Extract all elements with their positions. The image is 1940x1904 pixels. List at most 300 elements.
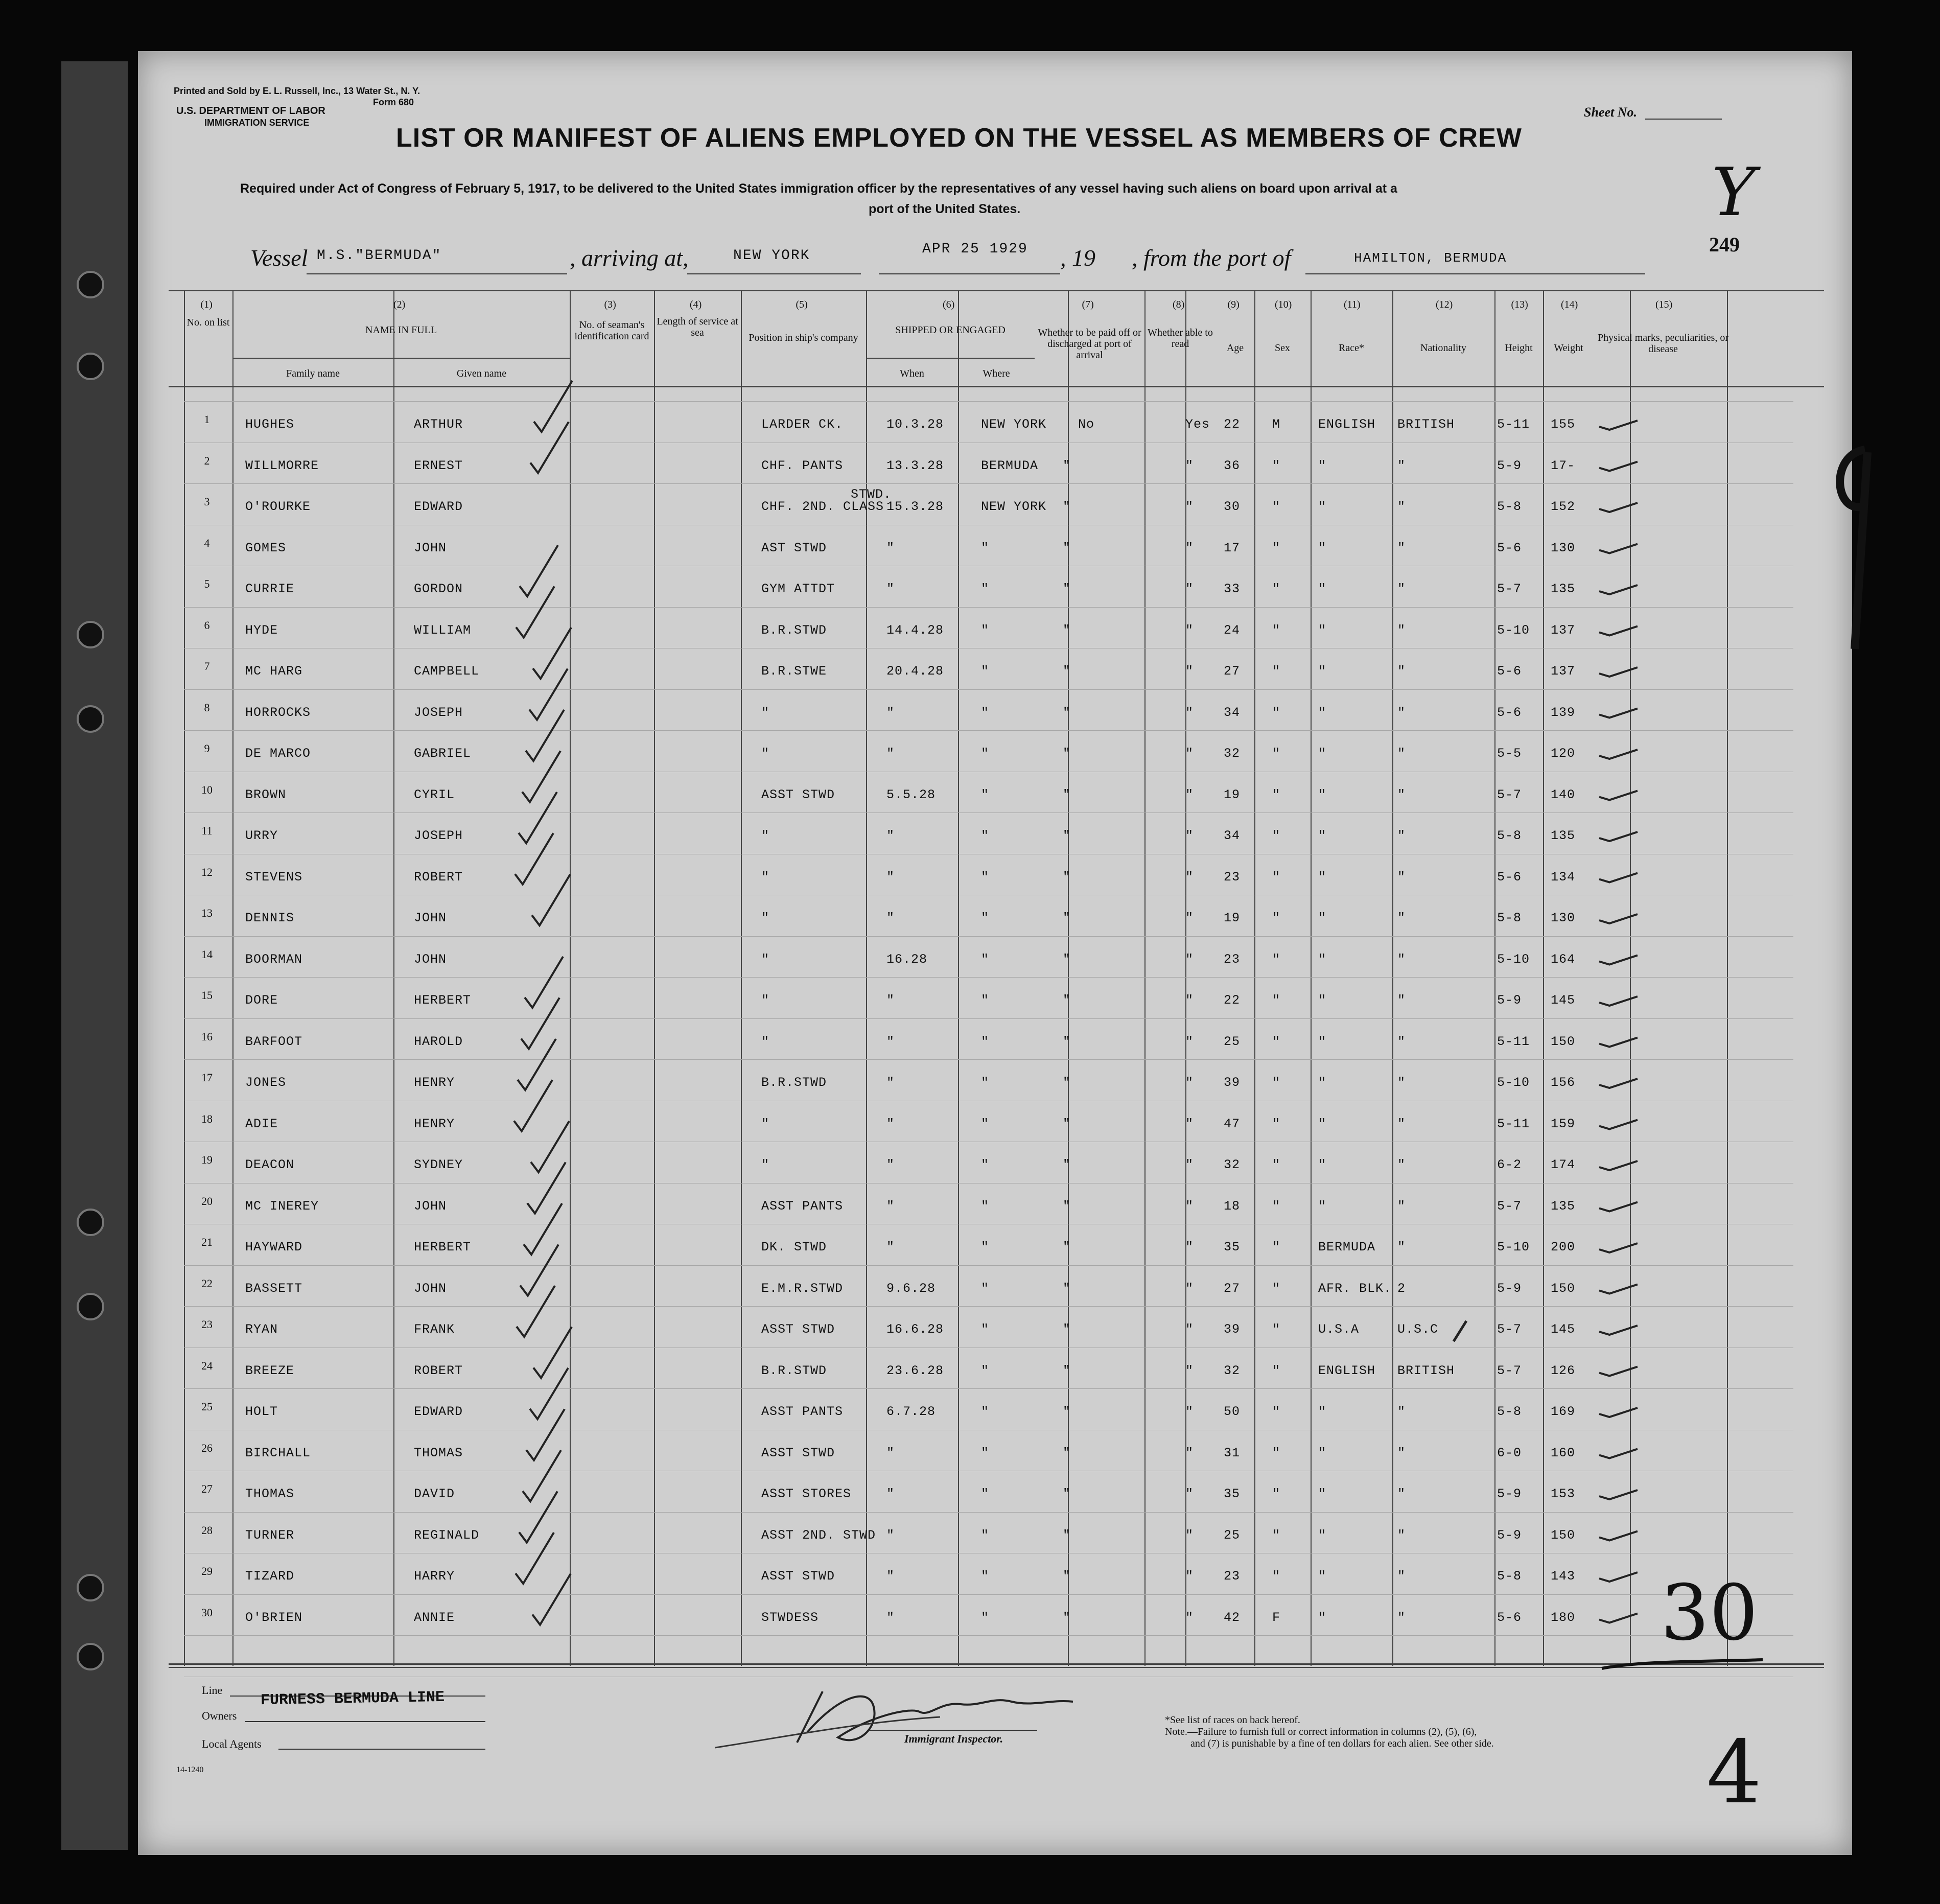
cell-nationality: BRITISH <box>1397 417 1455 432</box>
cell-age: 22 <box>1224 993 1241 1008</box>
cell-race: " <box>1318 1569 1327 1584</box>
cell-nationality: " <box>1397 787 1406 802</box>
cell-weight: 137 <box>1551 664 1576 679</box>
cell-paid: " <box>1063 1487 1071 1501</box>
cell-position: STWDESS <box>761 1610 819 1625</box>
cell-given: FRANK <box>414 1322 455 1337</box>
cell-paid: " <box>1063 787 1071 802</box>
arriving-port: NEW YORK <box>733 248 810 264</box>
cell-race: AFR. BLK. <box>1318 1281 1392 1296</box>
cell-position: GYM ATTDT <box>761 582 835 596</box>
cell-where: " <box>981 1034 990 1049</box>
cell-given: WILLIAM <box>414 622 472 638</box>
cell-family: HORROCKS <box>245 705 311 720</box>
column-header: Position in ship's company <box>749 332 858 343</box>
cell-family: BOORMAN <box>245 951 303 967</box>
cell-sex: " <box>1272 458 1281 473</box>
cell-height: 5-8 <box>1497 1569 1522 1584</box>
cell-when: " <box>886 1157 895 1172</box>
cell-age: 35 <box>1224 1487 1241 1501</box>
cell-race: " <box>1318 1157 1327 1172</box>
column-number: (1) <box>200 299 213 310</box>
column-header: Nationality <box>1420 342 1466 354</box>
cell-height: 6-2 <box>1497 1157 1522 1172</box>
column-number: (10) <box>1275 299 1292 310</box>
cell-nationality: " <box>1397 622 1406 638</box>
row-number: 27 <box>201 1482 213 1495</box>
cell-when: 16.6.28 <box>886 1322 944 1337</box>
cell-when: 6.7.28 <box>886 1404 936 1419</box>
cell-age: 27 <box>1224 664 1241 679</box>
cell-family: GOMES <box>245 540 287 555</box>
cell-read: " <box>1185 540 1194 555</box>
cell-paid: " <box>1063 1281 1071 1296</box>
cell-nationality: " <box>1397 540 1406 555</box>
cell-family: TURNER <box>245 1527 295 1543</box>
cell-nationality: " <box>1397 911 1406 925</box>
column-header: No. on list <box>186 317 230 328</box>
cell-race: " <box>1318 664 1327 679</box>
cell-read: " <box>1185 458 1194 473</box>
cell-where: BERMUDA <box>981 458 1039 473</box>
cell-family: DE MARCO <box>245 746 311 761</box>
cell-position: ASST STORES <box>761 1487 852 1501</box>
cell-position: ASST STWD <box>761 1322 835 1337</box>
inspector-label: Immigrant Inspector. <box>904 1732 1003 1745</box>
cell-height: 5-7 <box>1497 1363 1522 1378</box>
cell-weight: 160 <box>1551 1445 1576 1460</box>
cell-race: " <box>1318 1527 1327 1543</box>
cell-height: 5-10 <box>1497 1240 1530 1255</box>
cell-weight: 120 <box>1551 746 1576 761</box>
column-header: Race* <box>1339 342 1364 354</box>
cell-family: URRY <box>245 828 278 843</box>
row-number: 5 <box>204 577 210 590</box>
cell-age: 18 <box>1224 1198 1241 1214</box>
cell-paid: " <box>1063 1404 1071 1419</box>
cell-weight: 143 <box>1551 1569 1576 1584</box>
agents-underline <box>278 1749 485 1750</box>
cell-paid: " <box>1063 951 1071 967</box>
cell-where: " <box>981 1569 990 1584</box>
row-number: 17 <box>201 1071 213 1084</box>
cell-sex: " <box>1272 1157 1281 1172</box>
cell-weight: 180 <box>1551 1610 1576 1625</box>
cell-family: HAYWARD <box>245 1240 303 1255</box>
cell-sex: M <box>1272 417 1281 432</box>
cell-paid: " <box>1063 1527 1071 1543</box>
cell-weight: 152 <box>1551 499 1576 514</box>
page-title: LIST OR MANIFEST OF ALIENS EMPLOYED ON THE VESSEL AS MEMBERS OF CREW <box>396 123 1522 153</box>
cell-age: 22 <box>1224 417 1241 432</box>
cell-paid: " <box>1063 458 1071 473</box>
cell-paid: " <box>1063 622 1071 638</box>
cell-height: 5-11 <box>1497 1034 1530 1049</box>
cell-race: " <box>1318 1198 1327 1214</box>
cell-nationality: " <box>1397 1157 1406 1172</box>
cell-height: 5-9 <box>1497 458 1522 473</box>
cell-read: " <box>1185 869 1194 885</box>
cell-when: " <box>886 1240 895 1255</box>
cell-family: O'BRIEN <box>245 1610 303 1625</box>
cell-position: ASST 2ND. STWD <box>761 1527 876 1543</box>
arrival-date: APR 25 1929 <box>922 241 1028 257</box>
cell-weight: 137 <box>1551 622 1576 638</box>
cell-sex: " <box>1272 705 1281 720</box>
cell-given: THOMAS <box>414 1445 463 1460</box>
cell-family: MC HARG <box>245 664 303 679</box>
cell-height: 5-10 <box>1497 622 1530 638</box>
cell-age: 33 <box>1224 582 1241 596</box>
cell-nationality: " <box>1397 746 1406 761</box>
cell-race: " <box>1318 705 1327 720</box>
cell-paid: " <box>1063 1610 1071 1625</box>
cell-age: 32 <box>1224 1363 1241 1378</box>
cell-when: 5.5.28 <box>886 787 936 802</box>
cell-when: 23.6.28 <box>886 1363 944 1378</box>
cell-given: JOHN <box>414 951 447 967</box>
cell-weight: 150 <box>1551 1281 1576 1296</box>
cell-sex: " <box>1272 1569 1281 1584</box>
cell-paid: " <box>1063 869 1071 885</box>
cell-sex: " <box>1272 951 1281 967</box>
cell-read: " <box>1185 828 1194 843</box>
cell-read: " <box>1185 1322 1194 1337</box>
cell-race: " <box>1318 951 1327 967</box>
cell-when: " <box>886 582 895 596</box>
cell-where: NEW YORK <box>981 499 1047 514</box>
cell-family: CURRIE <box>245 582 295 596</box>
cell-position: ASST PANTS <box>761 1404 844 1419</box>
cell-where: " <box>981 1240 990 1255</box>
row-number: 10 <box>201 783 213 796</box>
owners-stamp: FURNESS BERMUDA LINE <box>260 1688 445 1710</box>
column-number: (3) <box>604 299 616 310</box>
cell-read: " <box>1185 993 1194 1008</box>
cell-weight: 150 <box>1551 1034 1576 1049</box>
cell-weight: 164 <box>1551 951 1576 967</box>
cell-where: " <box>981 1322 990 1337</box>
cell-sex: F <box>1272 1610 1281 1625</box>
cell-when: " <box>886 1445 895 1460</box>
cell-given: HERBERT <box>414 993 472 1008</box>
row-number: 13 <box>201 907 213 919</box>
cell-nationality: " <box>1397 1487 1406 1501</box>
cell-where: NEW YORK <box>981 417 1047 432</box>
cell-when: 16.28 <box>886 951 928 967</box>
cell-height: 5-8 <box>1497 911 1522 925</box>
cell-read: " <box>1185 1569 1194 1584</box>
cell-when: " <box>886 1075 895 1090</box>
cell-weight: 200 <box>1551 1240 1576 1255</box>
page-number: 249 <box>1709 233 1740 256</box>
cell-height: 5-6 <box>1497 1610 1522 1625</box>
cell-paid: " <box>1063 1569 1071 1584</box>
cell-position: " <box>761 828 770 843</box>
department-name: U.S. DEPARTMENT OF LABOR <box>176 105 325 117</box>
cell-position: " <box>761 705 770 720</box>
cell-family: THOMAS <box>245 1487 295 1501</box>
cell-paid: " <box>1063 1034 1071 1049</box>
cell-position: AST STWD <box>761 540 827 555</box>
cell-sex: " <box>1272 746 1281 761</box>
cell-position: CHF. 2ND. CLASS <box>761 499 884 514</box>
cell-sex: " <box>1272 911 1281 925</box>
row-number: 29 <box>201 1565 213 1577</box>
cell-height: 5-10 <box>1497 951 1530 967</box>
cell-height: 5-9 <box>1497 1487 1522 1501</box>
cell-family: O'ROURKE <box>245 499 311 514</box>
cell-given: CYRIL <box>414 787 455 802</box>
row-number: 7 <box>204 660 210 672</box>
cell-weight: 153 <box>1551 1487 1576 1501</box>
cell-age: 39 <box>1224 1322 1241 1337</box>
cell-when: " <box>886 869 895 885</box>
cell-age: 34 <box>1224 705 1241 720</box>
cell-family: BIRCHALL <box>245 1445 311 1460</box>
row-number: 3 <box>204 495 210 508</box>
cell-family: DORE <box>245 993 278 1008</box>
cell-sex: " <box>1272 499 1281 514</box>
cell-where: " <box>981 1198 990 1214</box>
cell-race: " <box>1318 1445 1327 1460</box>
handwritten-bottom-mark: 4 <box>1707 1722 1762 1823</box>
cell-age: 31 <box>1224 1445 1241 1460</box>
cell-given: HERBERT <box>414 1240 472 1255</box>
cell-position-continuation: STWD. <box>851 487 892 502</box>
cell-family: HYDE <box>245 622 278 638</box>
cell-given: ARTHUR <box>414 417 463 432</box>
cell-paid: " <box>1063 705 1071 720</box>
cell-sex: " <box>1272 1034 1281 1049</box>
cell-nationality: " <box>1397 1445 1406 1460</box>
cell-family: HOLT <box>245 1404 278 1419</box>
cell-nationality: " <box>1397 828 1406 843</box>
cell-read: " <box>1185 664 1194 679</box>
sheet-number-label: Sheet No. <box>1584 105 1637 120</box>
cell-given: EDWARD <box>414 499 463 514</box>
cell-race: " <box>1318 458 1327 473</box>
row-number: 26 <box>201 1441 213 1454</box>
cell-nationality: " <box>1397 1610 1406 1625</box>
cell-position: " <box>761 993 770 1008</box>
cell-position: " <box>761 1157 770 1172</box>
cell-nationality: 2 <box>1397 1281 1406 1296</box>
cell-sex: " <box>1272 1445 1281 1460</box>
column-header: Age <box>1226 342 1244 354</box>
column-header: SHIPPED OR ENGAGED <box>895 324 1006 336</box>
row-number: 25 <box>201 1400 213 1413</box>
cell-position: ASST STWD <box>761 1445 835 1460</box>
cell-age: 25 <box>1224 1034 1241 1049</box>
cell-weight: 159 <box>1551 1116 1576 1131</box>
cell-sex: " <box>1272 869 1281 885</box>
cell-sex: " <box>1272 1281 1281 1296</box>
cell-given: HENRY <box>414 1075 455 1090</box>
cell-family: MC INEREY <box>245 1198 319 1214</box>
cell-position: " <box>761 1116 770 1131</box>
cell-weight: 130 <box>1551 540 1576 555</box>
failure-note-1: Note.—Failure to furnish full or correct information in columns (2), (5), (6), <box>1165 1726 1477 1737</box>
cell-age: 23 <box>1224 951 1241 967</box>
cell-where: " <box>981 828 990 843</box>
cell-when: " <box>886 1610 895 1625</box>
cell-paid: " <box>1063 1116 1071 1131</box>
cell-given: GABRIEL <box>414 746 472 761</box>
cell-position: ASST PANTS <box>761 1198 844 1214</box>
row-number: 16 <box>201 1030 213 1043</box>
cell-where: " <box>981 622 990 638</box>
column-header: Physical marks, peculiarities, or disease <box>1597 332 1729 355</box>
row-number: 12 <box>201 865 213 878</box>
cell-paid: " <box>1063 911 1071 925</box>
cell-given: ROBERT <box>414 1363 463 1378</box>
cell-height: 5-6 <box>1497 869 1522 885</box>
cell-sex: " <box>1272 1322 1281 1337</box>
cell-race: " <box>1318 1075 1327 1090</box>
cell-read: " <box>1185 1075 1194 1090</box>
cell-where: " <box>981 1281 990 1296</box>
row-number: 18 <box>201 1112 213 1125</box>
form-number: Form 680 <box>373 97 414 107</box>
cell-nationality: " <box>1397 1034 1406 1049</box>
cell-height: 5-6 <box>1497 664 1522 679</box>
cell-read: " <box>1185 499 1194 514</box>
cell-weight: 135 <box>1551 582 1576 596</box>
cell-paid: " <box>1063 1322 1071 1337</box>
requirement-line-1: Required under Act of Congress of February 5, 1917, to be delivered to the United States immigration officer by the representatives of any vessel having such aliens on board upon arrival at a <box>240 181 1397 196</box>
cell-weight: 145 <box>1551 993 1576 1008</box>
cell-age: 27 <box>1224 1281 1241 1296</box>
cell-paid: " <box>1063 746 1071 761</box>
cell-position: B.R.STWD <box>761 622 827 638</box>
cell-race: " <box>1318 911 1327 925</box>
cell-family: TIZARD <box>245 1569 295 1584</box>
cell-sex: " <box>1272 828 1281 843</box>
cell-sex: " <box>1272 1363 1281 1378</box>
cell-height: 5-8 <box>1497 1404 1522 1419</box>
cell-paid: " <box>1063 540 1071 555</box>
cell-height: 5-7 <box>1497 1322 1522 1337</box>
cell-weight: 174 <box>1551 1157 1576 1172</box>
cell-given: ANNIE <box>414 1610 455 1625</box>
column-number: (13) <box>1511 299 1528 310</box>
cell-position: CHF. PANTS <box>761 458 844 473</box>
vessel-label: Vessel <box>250 245 308 271</box>
cell-given: ROBERT <box>414 869 463 885</box>
cell-height: 5-7 <box>1497 582 1522 596</box>
cell-sex: " <box>1272 582 1281 596</box>
cell-age: 23 <box>1224 1569 1241 1584</box>
cell-when: 13.3.28 <box>886 458 944 473</box>
cell-when: 14.4.28 <box>886 622 944 638</box>
cell-sex: " <box>1272 1404 1281 1419</box>
cell-nationality: " <box>1397 705 1406 720</box>
cell-nationality: " <box>1397 1527 1406 1543</box>
cell-weight: 140 <box>1551 787 1576 802</box>
owners-label: Owners <box>202 1709 237 1722</box>
cell-given: GORDON <box>414 582 463 596</box>
cell-read: " <box>1185 746 1194 761</box>
cell-read: " <box>1185 1363 1194 1378</box>
cell-race: ENGLISH <box>1318 1363 1376 1378</box>
row-number: 22 <box>201 1276 213 1290</box>
row-number: 20 <box>201 1194 213 1208</box>
arriving-label: , arriving at, <box>570 245 689 271</box>
column-number: (12) <box>1436 299 1453 310</box>
column-number: (6) <box>943 299 955 310</box>
column-header: Sex <box>1275 342 1290 354</box>
cell-paid: " <box>1063 1075 1071 1090</box>
column-number: (7) <box>1082 299 1094 310</box>
year-label: , 19 <box>1060 245 1095 271</box>
cell-where: " <box>981 787 990 802</box>
cell-given: EDWARD <box>414 1404 463 1419</box>
cell-race: " <box>1318 828 1327 843</box>
cell-given: ERNEST <box>414 458 463 473</box>
handwritten-total: 30 <box>1661 1569 1758 1658</box>
row-number: 14 <box>201 947 213 961</box>
cell-race: " <box>1318 1487 1327 1501</box>
cell-where: " <box>981 1157 990 1172</box>
row-number: 1 <box>204 413 210 426</box>
cell-race: " <box>1318 787 1327 802</box>
cell-read: " <box>1185 1198 1194 1214</box>
row-number: 23 <box>201 1318 213 1331</box>
cell-sex: " <box>1272 1198 1281 1214</box>
column-header: No. of seaman's identification card <box>574 319 649 342</box>
cell-height: 5-6 <box>1497 540 1522 555</box>
line-label: Line <box>202 1684 223 1697</box>
cell-position: B.R.STWD <box>761 1363 827 1378</box>
cell-where: " <box>981 582 990 596</box>
cell-read: " <box>1185 622 1194 638</box>
cell-paid: " <box>1063 993 1071 1008</box>
cell-race: " <box>1318 622 1327 638</box>
form-code: 14-1240 <box>176 1766 204 1774</box>
cell-when: " <box>886 911 895 925</box>
cell-read: " <box>1185 1034 1194 1049</box>
cell-height: 5-11 <box>1497 1116 1530 1131</box>
cell-read: " <box>1185 1487 1194 1501</box>
cell-given: JOSEPH <box>414 705 463 720</box>
column-number: (11) <box>1344 299 1361 310</box>
column-header: Whether able to read <box>1148 327 1213 350</box>
cell-given: JOHN <box>414 911 447 925</box>
cell-when: " <box>886 1527 895 1543</box>
cell-weight: 135 <box>1551 828 1576 843</box>
cell-when: " <box>886 828 895 843</box>
row-number: 2 <box>204 454 210 467</box>
row-number: 24 <box>201 1359 213 1372</box>
cell-where: " <box>981 1404 990 1419</box>
column-subheader: Family name <box>286 368 340 379</box>
cell-paid: " <box>1063 1157 1071 1172</box>
cell-weight: 135 <box>1551 1198 1576 1214</box>
column-subheader: When <box>900 368 924 379</box>
cell-family: DEACON <box>245 1157 295 1172</box>
cell-family: HUGHES <box>245 417 295 432</box>
column-header: Length of service at sea <box>657 316 738 338</box>
cell-given: HARRY <box>414 1569 455 1584</box>
cell-sex: " <box>1272 1527 1281 1543</box>
column-number: (9) <box>1227 299 1240 310</box>
cell-race: " <box>1318 540 1327 555</box>
cell-paid: " <box>1063 1198 1071 1214</box>
cell-where: " <box>981 869 990 885</box>
cell-race: " <box>1318 746 1327 761</box>
cell-given: SYDNEY <box>414 1157 463 1172</box>
